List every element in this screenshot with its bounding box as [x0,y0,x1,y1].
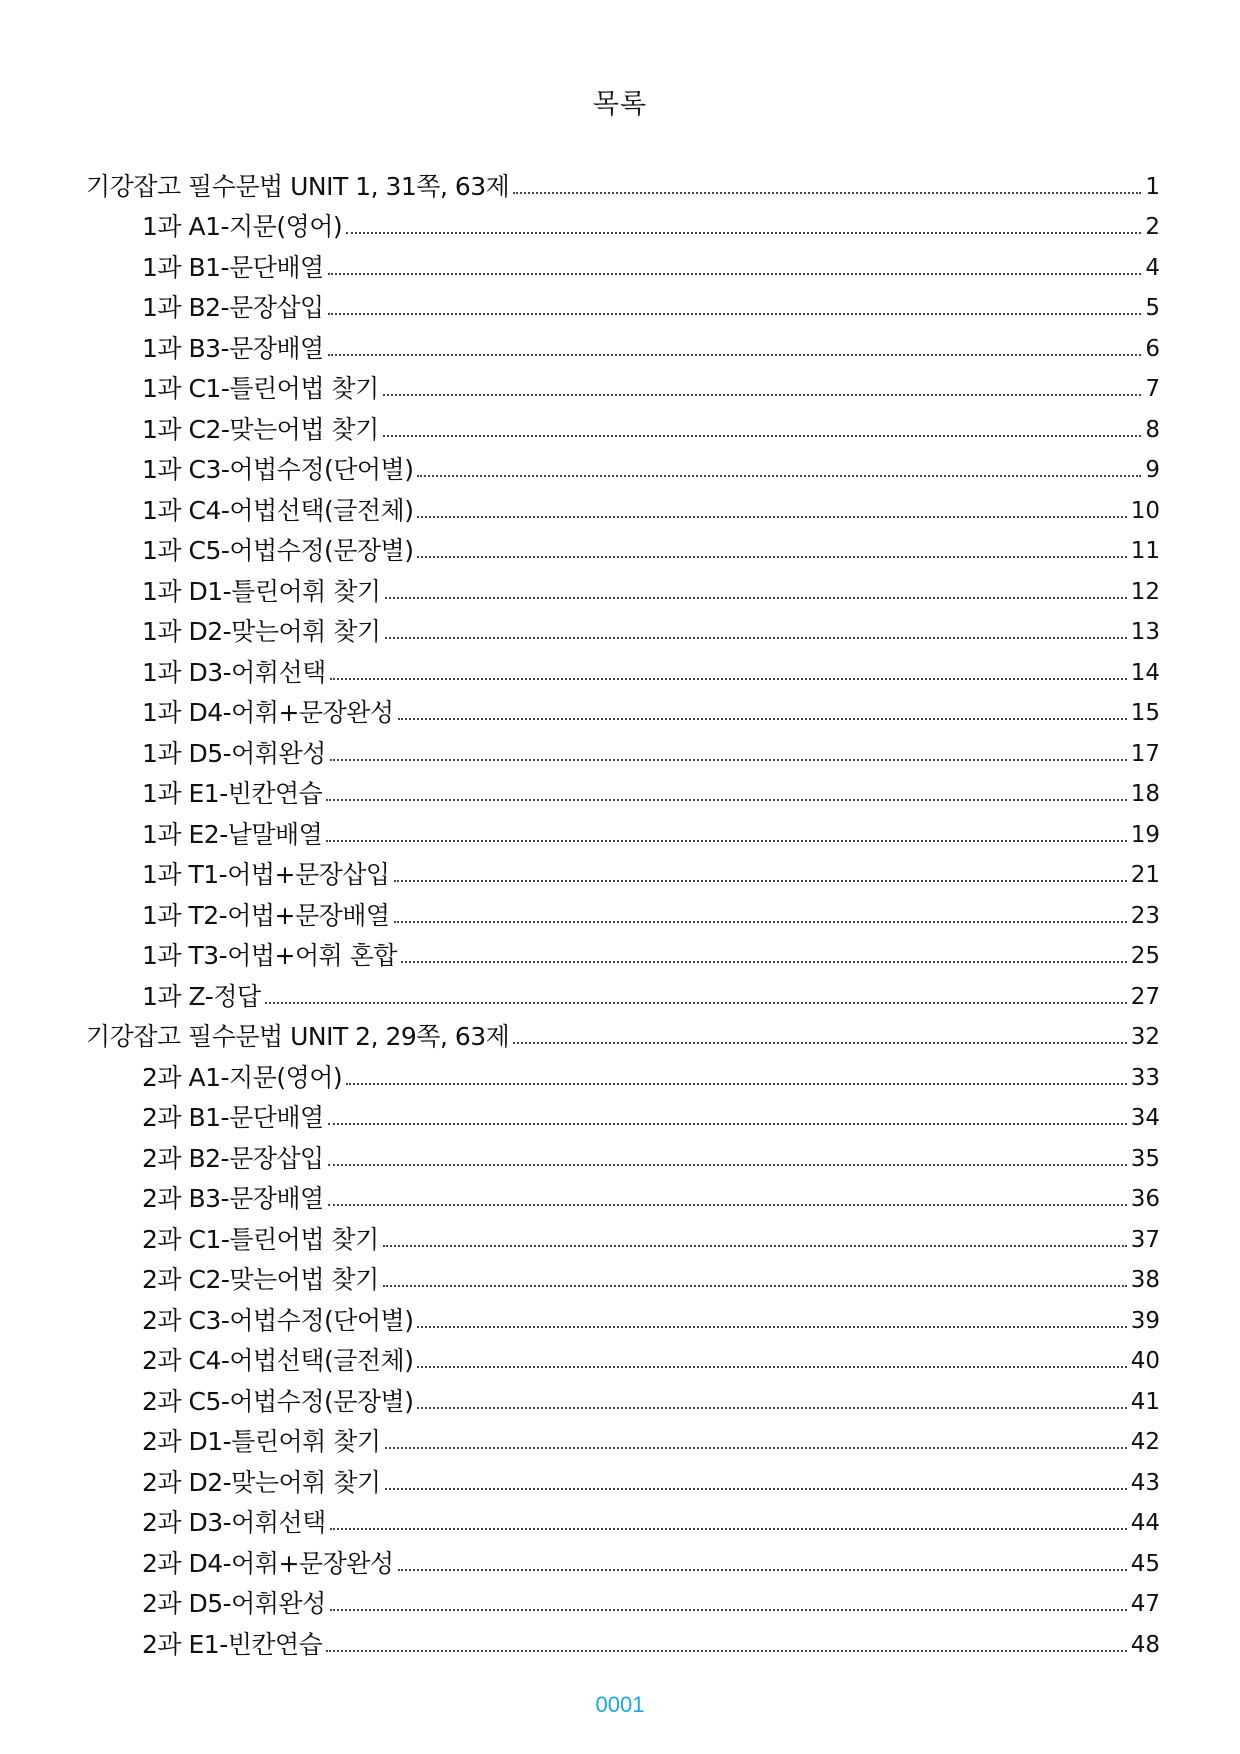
toc-entry[interactable] [86,203,1160,244]
toc-entry[interactable] [86,527,1160,568]
toc-entry-label: 2과 C1-틀린어법 찾기 [142,1224,379,1254]
toc-entry-label: 2과 C4-어법선택(글전체) [142,1346,414,1375]
toc-entry-page-number: 8 [1145,416,1160,443]
toc-entry[interactable] [86,1580,1160,1621]
toc-entry-label: 2과 B3-문장배열 [142,1184,324,1213]
toc-entry-page-number: 25 [1130,943,1160,969]
toc-entry-label: 2과 C3-어법수정(단어별) [142,1305,414,1335]
toc-entry-page-number: 9 [1145,457,1160,483]
toc-entry[interactable] [86,608,1160,649]
toc-entry-page-number: 32 [1130,1024,1160,1050]
toc-entry-label: 2과 D2-맞는어휘 찾기 [142,1467,381,1497]
toc-entry-page-number: 38 [1130,1267,1160,1293]
toc-entry[interactable] [86,284,1160,325]
dot-leader [385,1487,1127,1490]
toc-entry[interactable] [86,1337,1160,1378]
toc-entry[interactable] [86,1499,1160,1540]
toc-entry-page-number: 1 [1145,173,1160,200]
dot-leader [328,1203,1127,1206]
toc-entry-page-number: 40 [1130,1348,1160,1374]
toc-section-entry[interactable] [86,162,1160,203]
toc-entry-page-number: 10 [1130,497,1160,524]
toc-entry[interactable] [86,243,1160,284]
dot-leader [328,353,1142,356]
toc-entry-label: 1과 A1-지문(영어) [142,212,343,241]
toc-entry-label: 1과 D2-맞는어휘 찾기 [142,617,381,646]
toc-entry-page-number: 36 [1130,1186,1160,1212]
toc-entry-page-number: 19 [1130,821,1160,848]
toc-entry-label: 1과 B3-문장배열 [142,333,324,363]
toc-entry-label: 1과 B1-문단배열 [142,252,324,282]
toc-entry-label: 1과 C4-어법선택(글전체) [142,495,414,525]
toc-entry-label: 2과 E1-빈칸연습 [142,1629,323,1659]
toc-entry-label: 1과 C3-어법수정(단어별) [142,455,414,484]
toc-entry[interactable] [86,729,1160,770]
toc-entry-page-number: 4 [1145,254,1160,281]
toc-entry[interactable] [86,365,1160,406]
toc-entry[interactable] [86,324,1160,365]
toc-entry-label: 1과 D1-틀린어휘 찾기 [142,576,381,606]
toc-entry[interactable] [86,770,1160,811]
toc-entry[interactable] [86,1175,1160,1216]
dot-leader [385,1446,1127,1449]
toc-entry-label: 2과 D5-어휘완성 [142,1589,326,1618]
toc-entry[interactable] [86,851,1160,892]
dot-leader [330,758,1127,761]
toc-entry-page-number: 11 [1130,538,1160,564]
toc-section-entry[interactable] [86,1013,1160,1054]
dot-leader [326,1649,1126,1652]
toc-entry-page-number: 2 [1145,214,1160,240]
toc-entry-page-number: 23 [1130,902,1160,929]
dot-leader [328,272,1142,275]
toc-entry-label: 1과 C2-맞는어법 찾기 [142,414,379,444]
dot-leader [328,312,1142,315]
dot-leader [385,596,1127,599]
dot-leader [330,1527,1127,1530]
dot-leader [394,879,1127,882]
dot-leader [394,920,1127,923]
toc-entry-page-number: 21 [1130,862,1160,888]
toc-entry-label: 1과 C1-틀린어법 찾기 [142,374,379,403]
toc-entry-label: 1과 D5-어휘완성 [142,738,326,768]
toc-entry[interactable] [86,689,1160,730]
dot-leader [265,1001,1127,1004]
toc-entry[interactable] [86,567,1160,608]
dot-leader [328,1163,1127,1166]
toc-entry-label: 1과 B2-문장삽입 [142,293,324,322]
dot-leader [513,191,1141,194]
dot-leader [328,1122,1127,1125]
toc-entry-label: 1과 Z-정답 [142,981,261,1011]
toc-entry-label: 1과 C5-어법수정(문장별) [142,536,414,565]
toc-entry-page-number: 7 [1145,376,1160,402]
toc-entry[interactable] [86,1256,1160,1297]
dot-leader [417,1365,1126,1368]
toc-entry-label: 2과 B1-문단배열 [142,1103,324,1132]
toc-entry[interactable] [86,932,1160,973]
dot-leader [330,677,1127,680]
toc-entry[interactable] [86,972,1160,1013]
toc-entry-page-number: 41 [1130,1388,1160,1415]
toc-entry-page-number: 47 [1130,1591,1160,1617]
toc-entry-page-number: 18 [1130,781,1160,807]
toc-entry-page-number: 15 [1130,700,1160,726]
toc-entry-page-number: 45 [1130,1550,1160,1577]
toc-entry-label: 1과 E2-낱말배열 [142,819,323,849]
dot-leader [346,231,1141,234]
page-number-footer: 0001 [595,1692,645,1717]
dot-leader [383,434,1142,437]
toc-entry-label: 2과 C5-어법수정(문장별) [142,1386,414,1416]
dot-leader [330,1608,1127,1611]
toc-entry[interactable] [86,1053,1160,1094]
toc-entry-label: 1과 D4-어휘+문장완성 [142,698,394,727]
toc-entry-page-number: 12 [1130,578,1160,605]
toc-entry-label: 2과 A1-지문(영어) [142,1062,343,1092]
toc-entry[interactable] [86,1296,1160,1337]
toc-entry[interactable] [86,1418,1160,1459]
table-of-contents [86,162,1160,1661]
toc-entry-page-number: 44 [1130,1510,1160,1536]
toc-entry-label: 기강잡고 필수문법 UNIT 2, 29쪽, 63제 [86,1022,510,1051]
dot-leader [398,717,1127,720]
toc-entry-label: 2과 C2-맞는어법 찾기 [142,1265,379,1294]
toc-entry[interactable] [86,1215,1160,1256]
toc-entry-page-number: 5 [1145,295,1160,321]
toc-entry-page-number: 39 [1130,1307,1160,1334]
toc-entry[interactable] [86,810,1160,851]
toc-title: 목록 [592,89,648,120]
toc-entry-label: 2과 D4-어휘+문장완성 [142,1548,394,1578]
toc-entry-page-number: 48 [1130,1631,1160,1658]
toc-entry-page-number: 42 [1130,1429,1160,1455]
toc-entry-label: 기강잡고 필수문법 UNIT 1, 31쪽, 63제 [86,171,510,201]
dot-leader [383,1244,1127,1247]
dot-leader [513,1041,1126,1044]
toc-entry[interactable] [86,405,1160,446]
toc-entry[interactable] [86,648,1160,689]
toc-entry-page-number: 33 [1130,1064,1160,1091]
toc-entry-page-number: 37 [1130,1226,1160,1253]
dot-leader [385,636,1127,639]
toc-entry-page-number: 6 [1145,335,1160,362]
toc-entry-label: 1과 T3-어법+어휘 혼합 [142,941,397,970]
toc-entry-label: 1과 T1-어법+문장삽입 [142,860,390,889]
toc-entry-page-number: 14 [1130,659,1160,686]
toc-entry-label: 2과 D3-어휘선택 [142,1508,326,1537]
toc-entry-label: 1과 D3-어휘선택 [142,657,326,687]
dot-leader [417,1406,1126,1409]
dot-leader [326,798,1126,801]
toc-entry-page-number: 13 [1130,619,1160,645]
toc-entry-label: 2과 B2-문장삽입 [142,1143,324,1173]
toc-entry[interactable] [86,1620,1160,1661]
dot-leader [417,555,1126,558]
toc-entry[interactable] [86,1094,1160,1135]
dot-leader [326,839,1126,842]
dot-leader [383,1284,1127,1287]
toc-entry-page-number: 35 [1130,1145,1160,1172]
toc-entry-page-number: 27 [1130,983,1160,1010]
toc-entry[interactable] [86,486,1160,527]
toc-entry[interactable] [86,1539,1160,1580]
dot-leader [417,474,1141,477]
dot-leader [417,515,1126,518]
toc-entry-page-number: 17 [1130,740,1160,767]
toc-entry-label: 2과 D1-틀린어휘 찾기 [142,1427,381,1456]
toc-entry-label: 1과 T2-어법+문장배열 [142,900,390,930]
toc-entry[interactable] [86,1458,1160,1499]
toc-entry-label: 1과 E1-빈칸연습 [142,779,323,808]
toc-entry-page-number: 34 [1130,1105,1160,1131]
dot-leader [398,1568,1127,1571]
dot-leader [383,393,1142,396]
toc-entry[interactable] [86,1134,1160,1175]
dot-leader [417,1325,1126,1328]
toc-entry-page-number: 43 [1130,1469,1160,1496]
dot-leader [401,960,1127,963]
toc-entry[interactable] [86,446,1160,487]
toc-entry[interactable] [86,1377,1160,1418]
toc-entry[interactable] [86,891,1160,932]
dot-leader [346,1082,1127,1085]
